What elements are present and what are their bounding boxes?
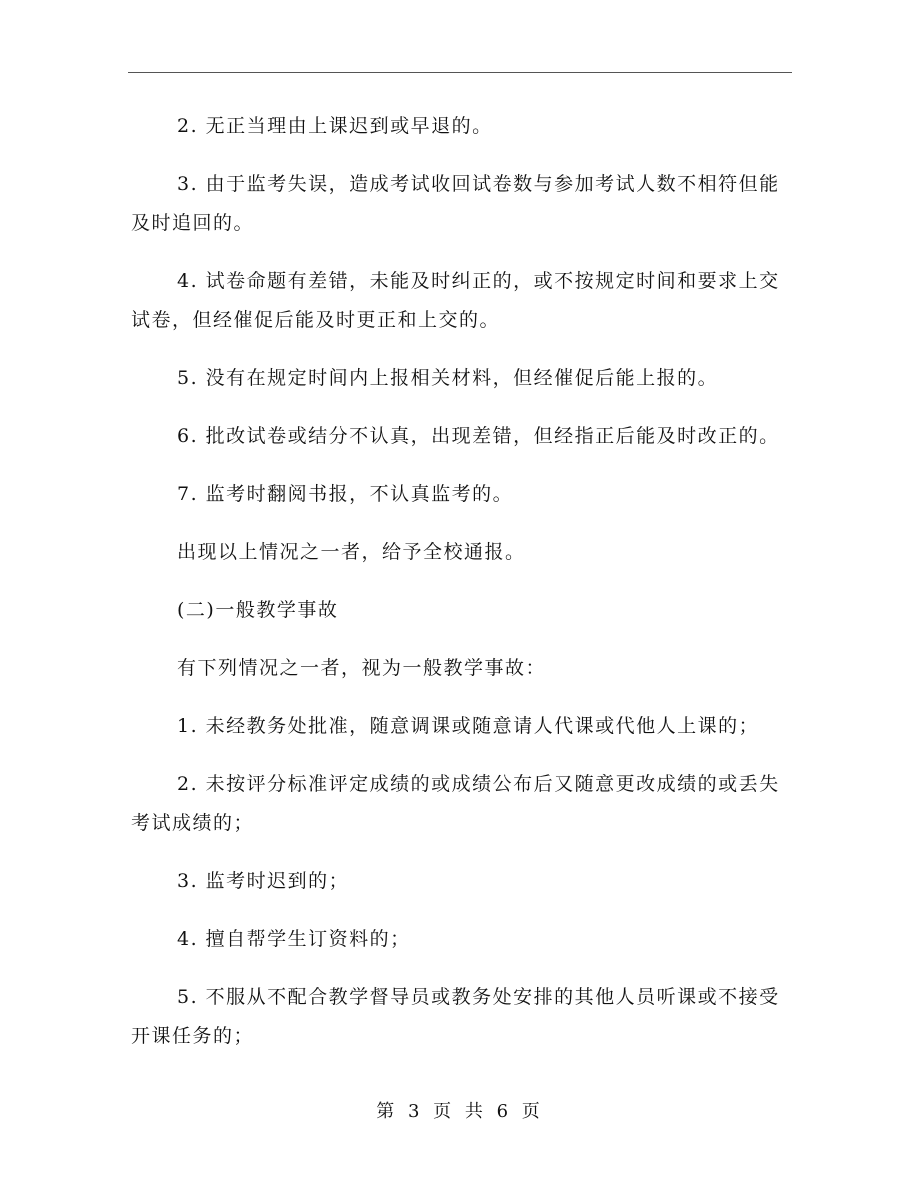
paragraph-item-4: 4. 试卷命题有差错，未能及时纠正的，或不按规定时间和要求上交试卷，但经催促后能及时更正和上交的。 xyxy=(131,270,780,331)
header-divider xyxy=(128,72,792,73)
page-number-footer: 第 3 页 共 6 页 xyxy=(376,1101,544,1122)
list-item-5: 5. 不服从不配合教学督导员或教务处安排的其他人员听课或不接受开课任务的； xyxy=(131,986,780,1047)
paragraph-item-5: 5. 没有在规定时间内上报相关材料，但经催促后能上报的。 xyxy=(177,367,719,389)
paragraph-item-2: 2. 无正当理由上课迟到或早退的。 xyxy=(177,115,493,137)
list-item-1: 1. 未经教务处批准，随意调课或随意请人代课或代他人上课的； xyxy=(177,715,760,737)
list-item-2: 2. 未按评分标准评定成绩的或成绩公布后又随意更改成绩的或丢失考试成绩的； xyxy=(131,773,780,834)
paragraph-summary: 出现以上情况之一者，给予全校通报。 xyxy=(177,541,526,563)
list-item-3: 3. 监考时迟到的； xyxy=(177,870,350,892)
list-item-4: 4. 擅自帮学生订资料的； xyxy=(177,928,411,950)
document-body xyxy=(131,107,791,1056)
section-intro: 有下列情况之一者，视为一般教学事故： xyxy=(177,657,547,679)
section-heading: (二)一般教学事故 xyxy=(177,599,339,621)
paragraph-item-3: 3. 由于监考失误，造成考试收回试卷数与参加考试人数不相符但能及时追回的。 xyxy=(131,173,780,234)
paragraph-item-6: 6. 批改试卷或结分不认真，出现差错，但经指正后能及时改正的。 xyxy=(177,425,780,447)
paragraph-item-7: 7. 监考时翻阅书报，不认真监考的。 xyxy=(177,483,514,505)
